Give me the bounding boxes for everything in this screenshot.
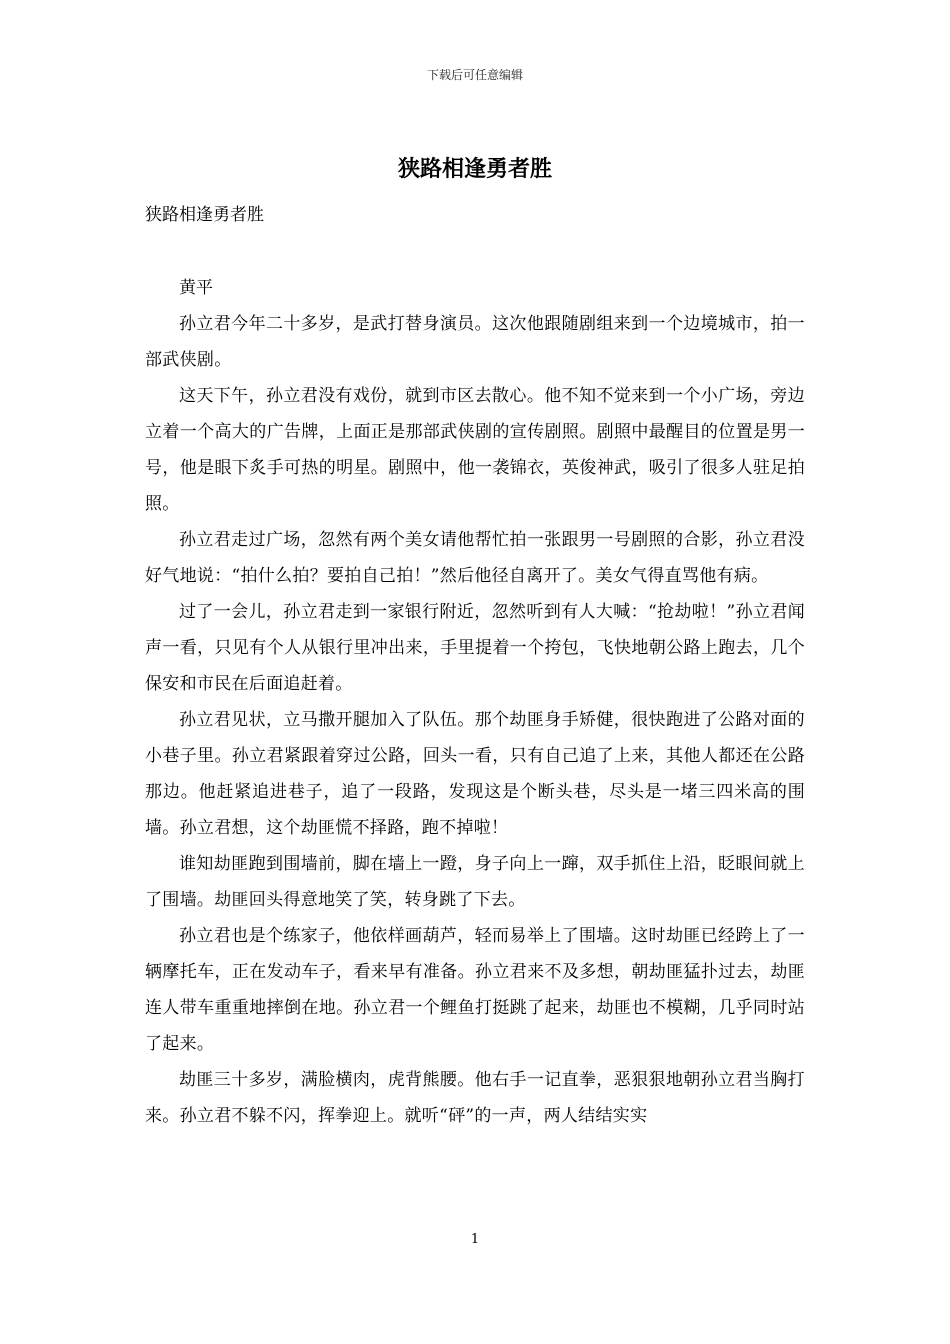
author-name: 黄平: [179, 278, 213, 298]
paragraph: 孙立君今年二十多岁，是武打替身演员。这次他跟随剧组来到一个边境城市，拍一部武侠剧。: [145, 314, 805, 370]
paragraph: 谁知劫匪跑到围墙前，脚在墙上一蹬，身子向上一蹿，双手抓住上沿，眨眼间就上了围墙。劫匪回头得意地笑了笑，转身跳了下去。: [145, 854, 805, 910]
paragraph: 劫匪三十多岁，满脸横肉，虎背熊腰。他右手一记直拳，恶狠狠地朝孙立君当胸打来。孙立君不躲不闪，挥拳迎上。就听“砰”的一声，两人结结实实: [145, 1070, 805, 1126]
paragraph: 过了一会儿，孙立君走到一家银行附近，忽然听到有人大喊：“抢劫啦！”孙立君闻声一看，只见有个人从银行里冲出来，手里提着一个挎包，飞快地朝公路上跑去，几个保安和市民在后面追赶着。: [145, 602, 805, 694]
paragraph: 孙立君见状，立马撒开腿加入了队伍。那个劫匪身手矫健，很快跑进了公路对面的小巷子里。孙立君紧跟着穿过公路，回头一看，只有自己追了上来，其他人都还在公路那边。他赶紧追进巷子，追了一段路，发现这是个断头巷，尽头是一堵三四米高的围墙。孙立君想，这个劫匪慌不择路，跑不掉啦！: [145, 710, 805, 838]
document-subtitle: 狭路相逢勇者胜: [145, 205, 264, 225]
document-title: 狭路相逢勇者胜: [397, 156, 552, 182]
paragraph: 这天下午，孙立君没有戏份，就到市区去散心。他不知不觉来到一个小广场，旁边立着一个高大的广告牌，上面正是那部武侠剧的宣传剧照。剧照中最醒目的位置是男一号，他是眼下炙手可热的明星。剧照中，他一袭锦衣，英俊神武，吸引了很多人驻足拍照。: [145, 386, 805, 514]
paragraph: 孙立君也是个练家子，他依样画葫芦，轻而易举上了围墙。这时劫匪已经跨上了一辆摩托车，正在发动车子，看来早有准备。孙立君来不及多想，朝劫匪猛扑过去，劫匪连人带车重重地摔倒在地。孙立君一个鲤鱼打挺跳了起来，劫匪也不模糊，几乎同时站了起来。: [145, 926, 805, 1054]
document-body: [145, 270, 805, 1134]
paragraph: 孙立君走过广场，忽然有两个美女请他帮忙拍一张跟男一号剧照的合影，孙立君没好气地说：“拍什么拍？要拍自己拍！”然后他径自离开了。美女气得直骂他有病。: [145, 530, 805, 586]
header-note: 下载后可任意编辑: [426, 68, 523, 82]
page-number: 1: [470, 1232, 480, 1247]
